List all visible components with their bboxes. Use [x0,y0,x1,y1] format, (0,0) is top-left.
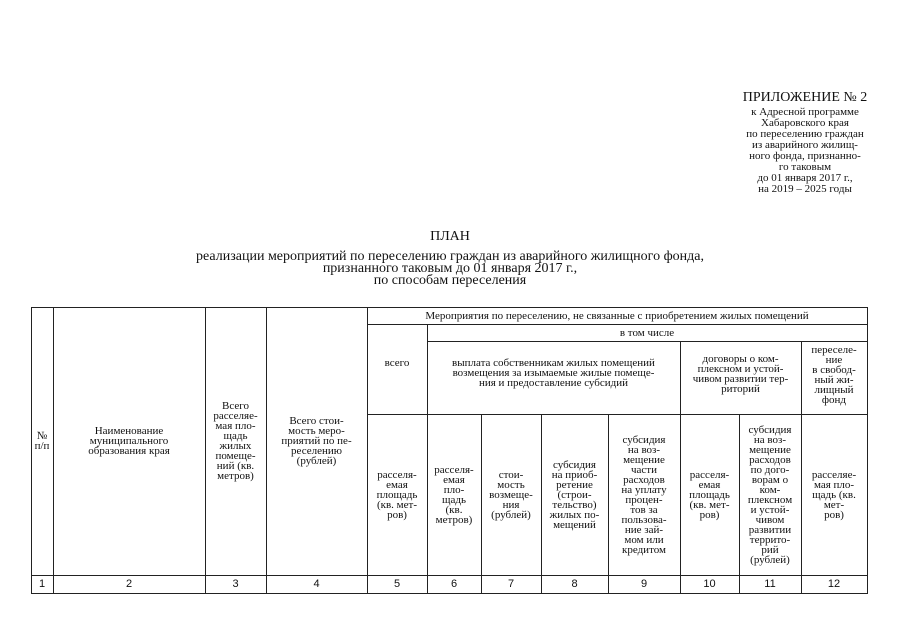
header-c5-area: расселя- емая площадь (кв. мет- ров) [376,468,418,521]
header-c6-area: расселя- емая пло- щадь (кв. метров) [434,463,474,526]
appendix-line: Хабаровского края [761,117,849,129]
subtitle-line: по способам переселения [373,273,527,288]
column-number: 4 [313,578,320,590]
appendix-line: из аварийного жилищ- [752,139,858,151]
header-c11-subsidy-contracts: субсидия на воз- мещение расходов по дого- ворам о ком- плексном и устой- чивом развитии террито- рий (рублей) [747,423,793,566]
appendix-line: на 2019 – 2025 годы [758,183,852,195]
appendix-line: до 01 января 2017 г., [757,172,853,184]
column-number: 11 [764,578,776,590]
appendix-line: к Адресной программе [751,106,859,118]
header-total: всего [384,357,410,369]
header-including: в том числе [619,326,675,339]
header-total-cost: Всего стои- мость меро- приятий по пе- реселению (рублей) [281,415,352,467]
appendix-title: ПРИЛОЖЕНИЕ № 2 [742,90,868,105]
header-contracts-group: договоры о ком- плексном и устой- чивом развитии тер- риторий [692,353,789,395]
subtitle-line: реализации мероприятий по переселению граждан из аварийного жилищного фонда, [196,249,704,264]
column-number: 7 [507,578,515,590]
header-free-fund: переселе- ние в свобод- ный жи- лищный фонд [811,344,857,406]
column-number: 5 [393,578,401,590]
header-c7-cost: стои- мость возмеще- ния (рублей) [489,468,533,521]
column-number: 10 [703,578,716,590]
column-number: 1 [38,578,46,590]
header-number: № п/п [34,430,50,452]
subtitle-line: признанного таковым до 01 января 2017 г., [322,261,578,276]
column-number: 12 [827,578,841,590]
appendix-line: го таковым [778,161,832,173]
header-c9-subsidy-interest: субсидия на воз- мещение части расходов на уплату процен- тов за пользова- ние зай- мом или кредитом [621,433,667,556]
appendix-line: ного фонда, признанно- [749,150,861,162]
column-number: 9 [640,578,648,590]
column-number: 3 [232,578,239,590]
header-total-area: Всего расселяе- мая пло- щадь жилых помеще- ний (кв. метров) [213,400,258,482]
header-c12-area: расселяе- мая пло- щадь (кв. мет- ров) [811,468,857,521]
column-number: 6 [450,578,458,590]
header-c8-subsidy: субсидия на приоб- ретение (строи- тельство) жилых по- мещений [549,458,600,531]
appendix-line: по переселению граждан [746,128,864,140]
plan-title: ПЛАН [430,229,470,244]
header-municipality: Наименование муниципального образования края [88,425,170,457]
header-measures-group: Мероприятия по переселению, не связанные с приобретением жилых помещений [425,309,809,322]
column-number: 8 [571,578,578,590]
header-c10-area: расселя- емая площадь (кв. мет- ров) [689,468,730,521]
header-payout-group: выплата собственникам жилых помещений возмещения за изымаемые жилые помеще- ния и предоставление субсидий [452,357,655,389]
column-number: 2 [125,578,133,590]
